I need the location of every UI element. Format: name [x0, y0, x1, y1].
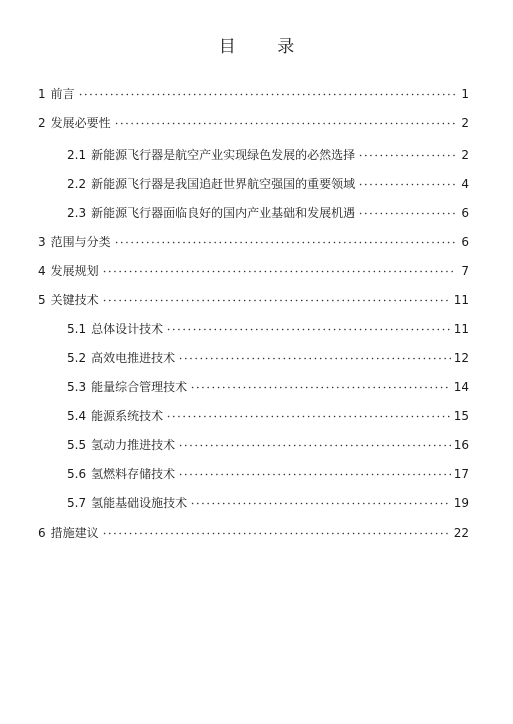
- toc-entry-page: 2: [461, 116, 469, 130]
- toc-entry-title: 能量综合管理技术: [91, 380, 188, 394]
- toc-entry-1[interactable]: [38, 85, 469, 103]
- toc-entry-title: 发展必要性: [50, 116, 111, 130]
- toc-entry-page: 7: [461, 264, 469, 278]
- toc-entry-number: 2: [38, 116, 46, 130]
- toc-entry-page: 4: [461, 177, 469, 191]
- toc-entry-title: 新能源飞行器是我国追赶世界航空强国的重要领域: [91, 177, 356, 191]
- toc-entry-2-1[interactable]: [67, 146, 469, 164]
- toc-entry-title: 氢燃料存储技术: [91, 467, 176, 481]
- toc-entry-title: 氢动力推进技术: [91, 438, 176, 452]
- toc-entry-2[interactable]: [38, 114, 469, 132]
- toc-entry-page: 15: [453, 409, 469, 423]
- toc-entry-number: 2.1: [67, 148, 87, 162]
- dot-leader: [102, 261, 456, 273]
- dot-leader: [166, 406, 451, 418]
- dot-leader: [190, 377, 451, 389]
- dot-leader: [178, 348, 451, 360]
- dot-leader: [166, 319, 451, 331]
- toc-entry-5-6[interactable]: [67, 465, 469, 483]
- toc-entry-title: 能源系统技术: [91, 409, 164, 423]
- toc-entry-page: 11: [453, 322, 469, 336]
- dot-leader: [178, 435, 451, 447]
- toc-entry-5[interactable]: [38, 291, 469, 309]
- toc-entry-title: 高效电推进技术: [91, 351, 176, 365]
- toc-entry-title: 新能源飞行器面临良好的国内产业基础和发展机遇: [91, 206, 356, 220]
- toc-entry-6[interactable]: [38, 524, 469, 542]
- dot-leader: [358, 145, 456, 157]
- toc-entry-number: 4: [38, 264, 46, 278]
- toc-entry-3[interactable]: [38, 233, 469, 251]
- toc-entry-number: 2.3: [67, 206, 87, 220]
- toc-title: 目 录: [218, 37, 313, 57]
- toc-entry-page: 19: [453, 496, 469, 510]
- toc-entry-number: 5.5: [67, 438, 87, 452]
- dot-leader: [114, 232, 456, 244]
- toc-entry-5-3[interactable]: [67, 378, 469, 396]
- toc-entry-number: 6: [38, 526, 46, 540]
- dot-leader: [102, 523, 451, 535]
- toc-entry-page: 22: [453, 526, 469, 540]
- toc-entry-title: 总体设计技术: [91, 322, 164, 336]
- toc-entry-2-2[interactable]: [67, 175, 469, 193]
- toc-entry-5-4[interactable]: [67, 407, 469, 425]
- toc-entry-5-1[interactable]: [67, 320, 469, 338]
- toc-entry-number: 1: [38, 87, 46, 101]
- toc-entry-title: 前言: [50, 87, 75, 101]
- toc-entry-page: 6: [461, 235, 469, 249]
- toc-entry-page: 11: [453, 293, 469, 307]
- toc-entry-number: 5.1: [67, 322, 87, 336]
- toc-entry-5-2[interactable]: [67, 349, 469, 367]
- toc-entry-4[interactable]: [38, 262, 469, 280]
- toc-entry-page: 16: [453, 438, 469, 452]
- toc-entry-5-7[interactable]: [67, 494, 469, 512]
- dot-leader: [358, 203, 456, 215]
- toc-entry-title: 措施建议: [50, 526, 99, 540]
- toc-entry-number: 5.3: [67, 380, 87, 394]
- toc-entry-title: 新能源飞行器是航空产业实现绿色发展的必然选择: [91, 148, 356, 162]
- dot-leader: [78, 84, 456, 96]
- dot-leader: [178, 464, 451, 476]
- toc-entry-number: 2.2: [67, 177, 87, 191]
- dot-leader: [102, 290, 451, 302]
- toc-entry-number: 3: [38, 235, 46, 249]
- toc-entry-2-3[interactable]: [67, 204, 469, 222]
- toc-entry-title: 关键技术: [50, 293, 99, 307]
- toc-entry-page: 12: [453, 351, 469, 365]
- toc-entry-title: 范围与分类: [50, 235, 111, 249]
- toc-entry-title: 发展规划: [50, 264, 99, 278]
- toc-entry-number: 5: [38, 293, 46, 307]
- dot-leader: [358, 174, 456, 186]
- toc-entry-number: 5.7: [67, 496, 87, 510]
- toc-entry-number: 5.2: [67, 351, 87, 365]
- toc-entry-5-5[interactable]: [67, 436, 469, 454]
- toc-entry-page: 6: [461, 206, 469, 220]
- toc-entry-page: 1: [461, 87, 469, 101]
- dot-leader: [190, 493, 451, 505]
- toc-entry-number: 5.4: [67, 409, 87, 423]
- toc-entry-page: 17: [453, 467, 469, 481]
- toc-entry-page: 2: [461, 148, 469, 162]
- toc-entry-number: 5.6: [67, 467, 87, 481]
- toc-entry-title: 氢能基础设施技术: [91, 496, 188, 510]
- dot-leader: [114, 113, 456, 125]
- toc-entry-page: 14: [453, 380, 469, 394]
